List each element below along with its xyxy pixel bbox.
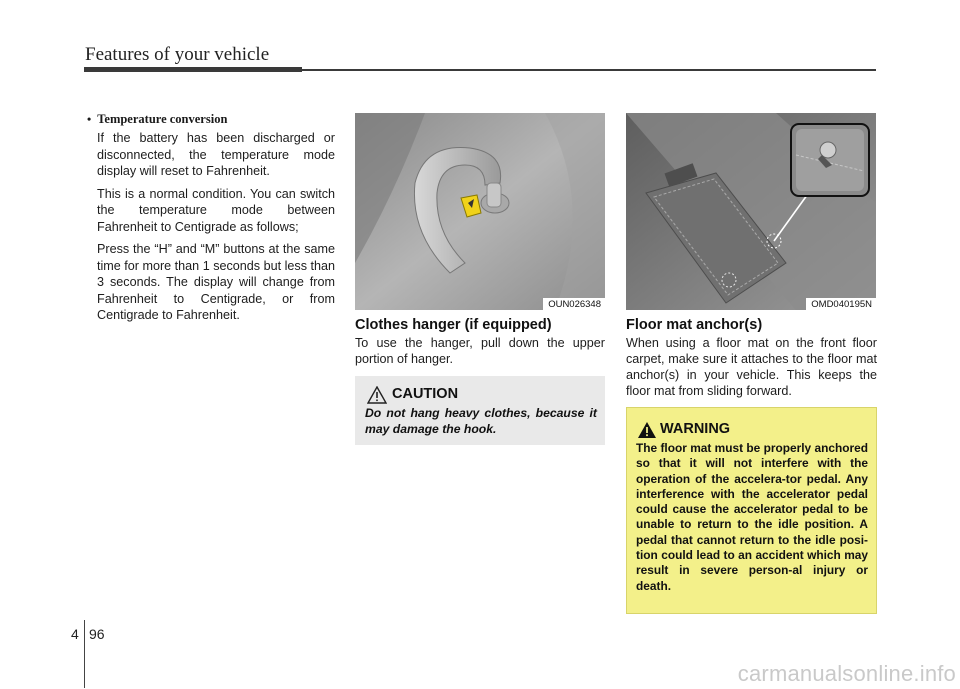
- temperature-title: Temperature conversion: [97, 112, 228, 126]
- clothes-hanger-heading: Clothes hanger (if equipped): [355, 317, 552, 333]
- temperature-paragraph: Press the “H” and “M” buttons at the same time for more than 1 seconds but less than 3 seconds. The display will change from Fahrenheit to Centigrade, or from Centigrade to Fahrenheit.: [97, 242, 336, 322]
- warning-title: WARNING: [660, 421, 731, 437]
- floor-mat-heading: Floor mat anchor(s): [626, 317, 763, 333]
- caution-icon: [367, 386, 387, 404]
- floor-mat-body: When using a floor mat on the front floor carpet, make sure it attaches to the floor mat anchor(s) in your vehicle. This keeps the floor mat from sliding forward.: [626, 336, 877, 398]
- header-rule: [84, 67, 302, 72]
- caution-text: Do not hang heavy clothes, because it may damage the hook.: [365, 406, 597, 436]
- chapter-number: 4: [71, 626, 79, 642]
- clothes-hanger-body: To use the hanger, pull down the upper portion of hanger.: [355, 336, 605, 366]
- clothes-hanger-image: [355, 113, 605, 310]
- caution-title: CAUTION: [392, 386, 459, 402]
- caution-box: [355, 376, 605, 445]
- warning-text: The floor mat must be properly anchored so that it will not interfere with the operation of the accelera-tor pedal. Any interference with the accelerator pedal could cause the accelerator pedal to be unable to return to the idle position. A pedal that cannot return to the idle posi-tion could lead to an accident which may result in severe person-al injury or death.: [636, 441, 868, 593]
- bullet-icon: •: [87, 112, 92, 126]
- temperature-paragraph: If the battery has been discharged or disconnected, the temperature mode display will reset to Fahrenheit.: [97, 131, 335, 178]
- page-separator: [84, 620, 85, 688]
- figure-code: OUN026348: [543, 298, 605, 310]
- warning-box: [626, 407, 877, 614]
- floor-mat-image: [626, 113, 876, 310]
- header-rule-thin: [300, 69, 876, 71]
- temperature-section: [87, 112, 335, 330]
- clothes-hanger-illustration: [355, 113, 605, 310]
- floor-mat-illustration: [626, 113, 876, 310]
- warning-icon: [637, 421, 657, 439]
- page-number: 96: [89, 626, 105, 642]
- temperature-paragraph: This is a normal condition. You can switch the temperature mode between Fahrenheit to Centigrade as follows;: [97, 186, 335, 234]
- figure-code: OMD040195N: [806, 298, 876, 310]
- watermark: carmanualsonline.info: [737, 661, 956, 686]
- page-header-title: Features of your vehicle: [85, 44, 270, 65]
- temperature-heading: [87, 112, 335, 127]
